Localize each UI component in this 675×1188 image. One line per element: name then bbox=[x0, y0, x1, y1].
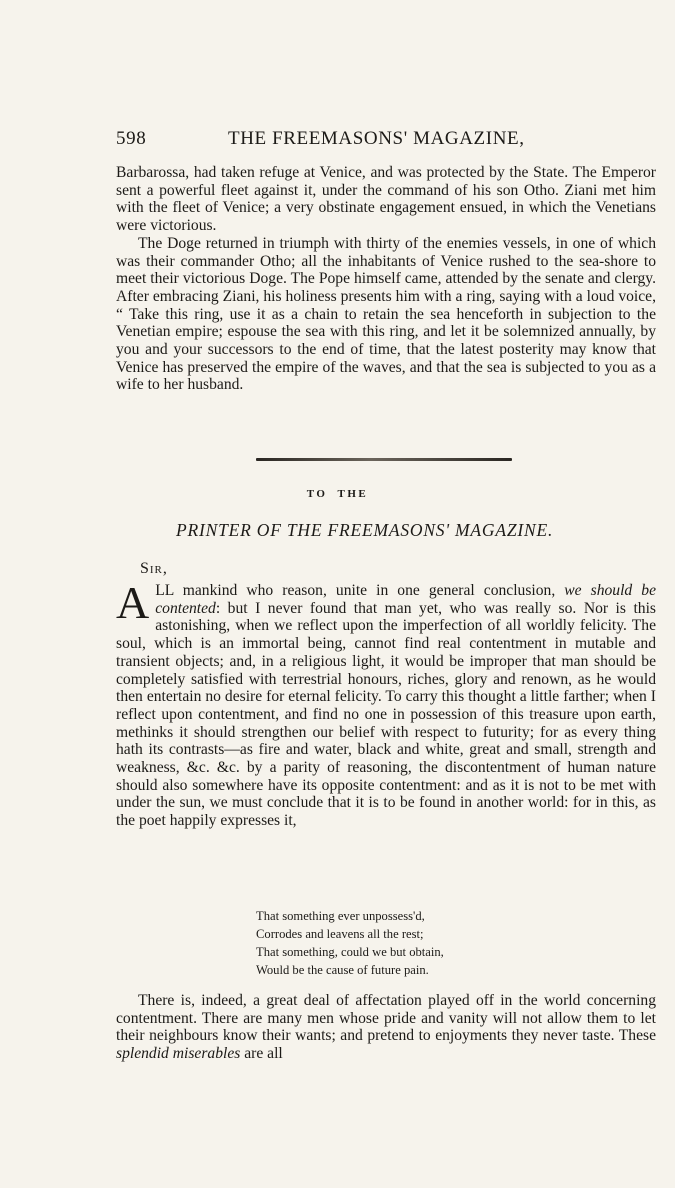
section-divider bbox=[256, 458, 512, 461]
text-run: are all bbox=[240, 1045, 283, 1063]
kicker-word: TO bbox=[306, 488, 328, 500]
letter-body-continued bbox=[116, 992, 656, 1063]
italic-phrase: we should be contented bbox=[155, 582, 656, 617]
paragraph: The Doge returned in triumph with thirty of the enemies vessels, in one of which was their commander Otho; all the inhabitants of Venice rushed to the sea-shore to meet their victorious Doge. The Pope himself came, attended by the senate and clergy. After embracing Ziani, his holiness presents him with a ring, saying with a loud voice, “ Take this ring, use it as a chain to retain the sea henceforth in subjection to the Venetian empire; espouse the sea with this ring, and let it be solemnized annually, by you and your successors to the end of time, that the latest posterity may know that Venice has preserved the empire of the waves, and that the sea is subjected to you as a wife to her husband. bbox=[116, 234, 656, 394]
paragraph bbox=[116, 992, 656, 1063]
letter-kicker bbox=[0, 488, 675, 500]
letter-title: PRINTER OF THE FREEMASONS' MAGAZINE. bbox=[176, 520, 554, 540]
paragraph bbox=[116, 577, 656, 830]
salutation: Sir, bbox=[140, 560, 168, 577]
verse-line: Would be the cause of future pain. bbox=[256, 963, 429, 977]
article-continuation bbox=[116, 164, 656, 394]
verse-line: That something, could we but obtain, bbox=[256, 945, 444, 959]
letter-body bbox=[116, 577, 656, 830]
text-run: LL mankind who reason, unite in one general conclusion, bbox=[155, 582, 565, 599]
text-run: : but I never found that man yet, who was really so. Nor is this astonishing, when we reflect upon the imperfection of all worldly felicity. The soul, which is an immortal being, cannot find real contentment in mutable and transient objects; and, in a religious light, it would be improper that man should be completely satisfied with terrestrial honours, riches, glory and renown, as he would then entertain no desire for eternal felicity. To carry this thought a little farther; when I reflect upon contentment, and find no one in possession of this treasure upon earth, methinks it should strengthen our belief with respect to futurity; for as every thing hath its contrasts—as fire and water, black and white, great and small, strength and weakness, &c. &c. by a parity of reasoning, the discontentment of human nature should also somewhere have its opposite contentment: and as it is not to be met with under the sun, we must conclude that it is to be found in another world: for in this, as the poet happily expresses it, bbox=[116, 599, 656, 830]
running-title: THE FREEMASONS' MAGAZINE, bbox=[228, 128, 525, 149]
kicker-word: THE bbox=[337, 488, 369, 500]
drop-cap: A bbox=[116, 577, 150, 628]
verse-quotation bbox=[256, 907, 576, 979]
verse-line: Corrodes and leavens all the rest; bbox=[256, 927, 424, 941]
text-run: There is, indeed, a great deal of affectation played off in the world concerning contentment. There are many men whose pride and vanity will not allow them to let their neighbours know their wants; and pretend to enjoyments they never taste. These bbox=[116, 992, 656, 1045]
italic-phrase: splendid miserables bbox=[116, 1045, 241, 1063]
paragraph: Barbarossa, had taken refuge at Venice, and was protected by the State. The Emperor sent a powerful fleet against it, under the command of his son Otho. Ziani met him with the fleet of Venice; a very obstinate engagement ensued, in which the Venetians were victorious. bbox=[116, 164, 656, 235]
verse-line: That something ever unpossess'd, bbox=[256, 909, 425, 923]
page-number: 598 bbox=[116, 128, 147, 149]
